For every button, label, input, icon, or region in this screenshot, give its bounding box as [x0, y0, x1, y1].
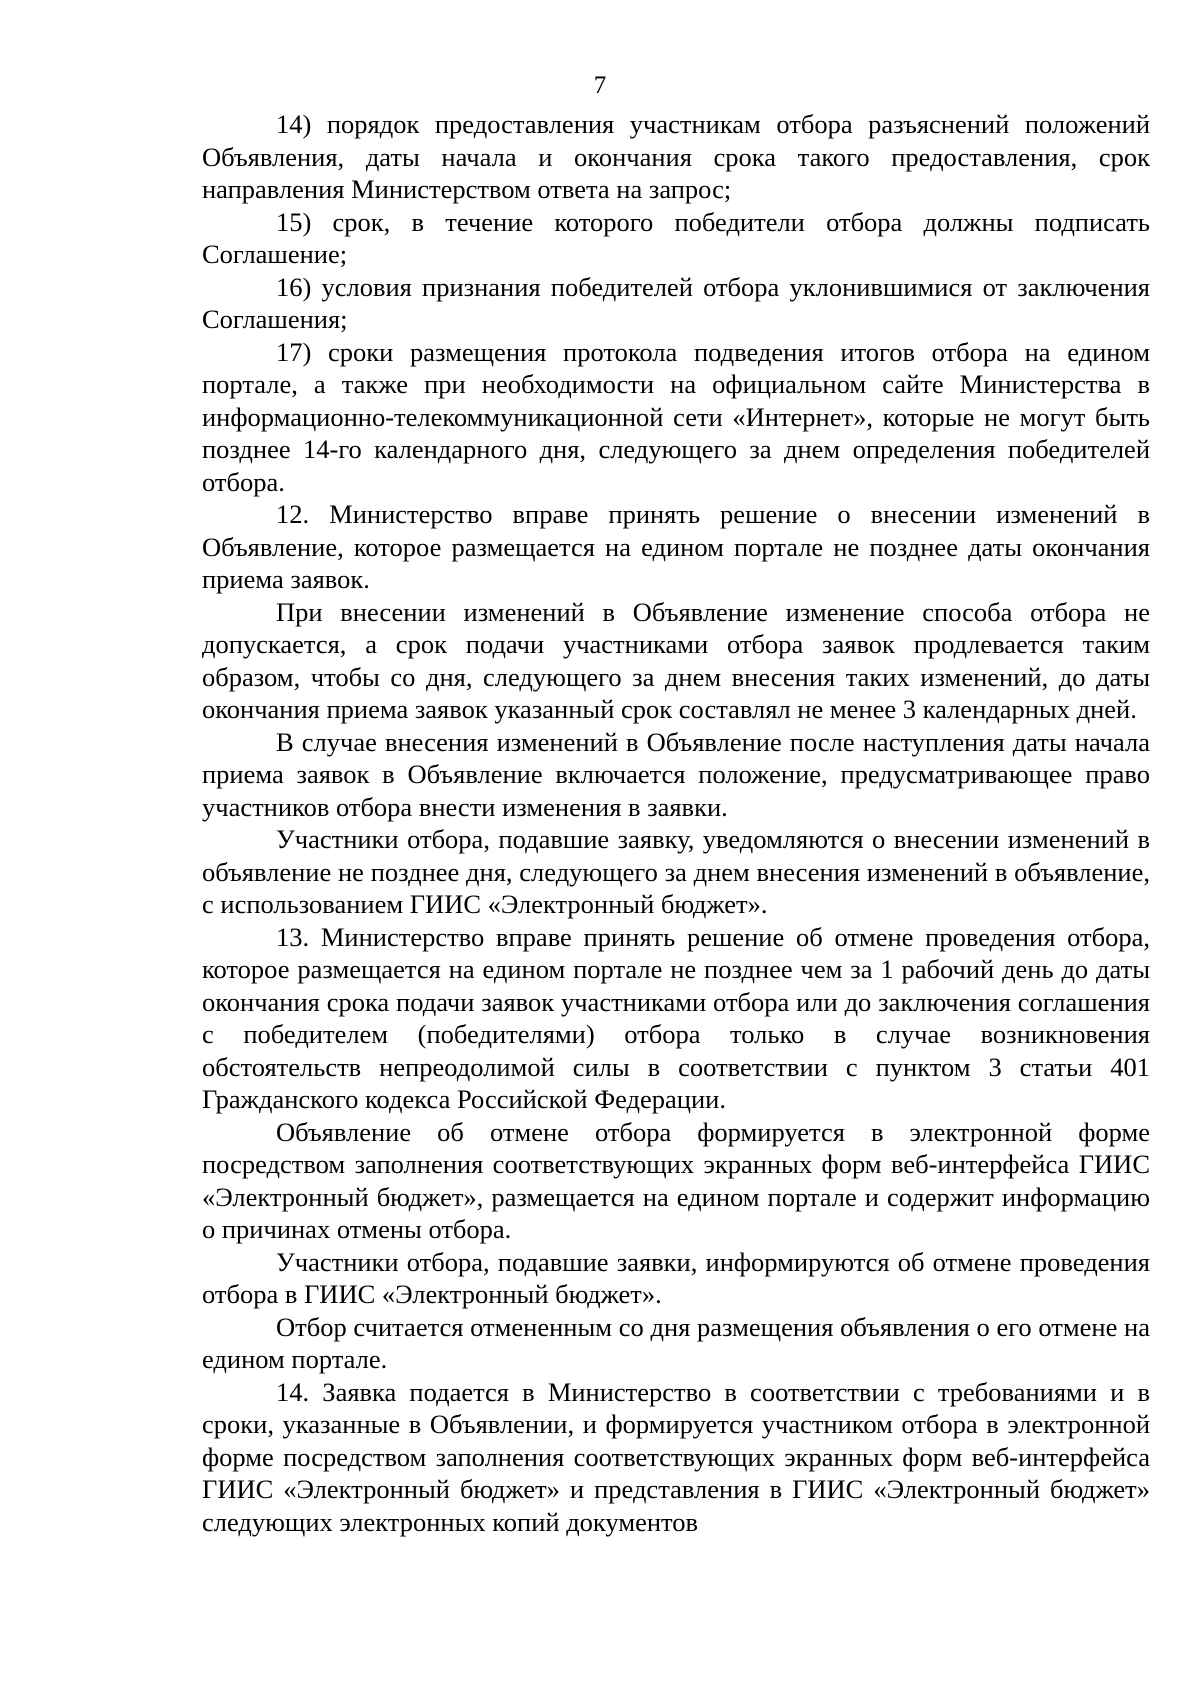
paragraph-clause-12-amendment-rules: При внесении изменений в Объявление изменение способа отбора не допускается, а срок подачи участниками отбора заявок продлевается таким образом, чтобы со дня, следующего за днем внесения таких изменений, до даты окончания приема заявок указанный срок составлял не менее 3 календарных дней. [202, 596, 1150, 724]
paragraph-clause-12-application-changes: В случае внесения изменений в Объявление после наступления даты начала приема заявок в Объявление включается положение, предусматривающее право участников отбора внести изменения в заявки. [202, 726, 1150, 822]
paragraph-clause-13: 13. Министерство вправе принять решение об отмене проведения отбора, которое размещается на едином портале не позднее чем за 1 рабочий день до даты окончания срока подачи заявок участниками отбора или до заключения соглашения с победителем (победителями) отбора только в случае возникновения обстоятельств непреодолимой силы в соответствии с пунктом 3 статьи 401 Гражданского кодекса Российской Федерации. [202, 921, 1150, 1114]
paragraph-clause-12: 12. Министерство вправе принять решение о внесении изменений в Объявление, которое размещается на едином портале не позднее даты окончания приема заявок. [202, 499, 1150, 594]
paragraph-clause-13-participants-informed: Участники отбора, подавшие заявки, информируются об отмене проведения отбора в ГИИС «Электронный бюджет». [202, 1246, 1150, 1309]
paragraph-item-15: 15) срок, в течение которого победители отбора должны подписать Соглашение; [202, 206, 1150, 269]
paragraph-clause-14: 14. Заявка подается в Министерство в соответствии с требованиями и в сроки, указанные в Объявлении, и формируется участником отбора в электронной форме посредством заполнения соответствующих экранных форм веб-интерфейса ГИИС «Электронный бюджет» и представления в ГИИС «Электронный бюджет» следующих электронных копий документов [202, 1376, 1150, 1537]
paragraph-clause-12-notification: Участники отбора, подавшие заявку, уведомляются о внесении изменений в объявление не позднее дня, следующего за днем внесения изменений в объявление, с использованием ГИИС «Электронный бюджет». [202, 824, 1150, 919]
paragraph-item-16: 16) условия признания победителей отбора уклонившимися от заключения Соглашения; [202, 271, 1150, 334]
paragraph-item-14: 14) порядок предоставления участникам отбора разъяснений положений Объявления, даты начала и окончания срока такого предоставления, срок направления Министерством ответа на запрос; [202, 109, 1150, 204]
paragraph-clause-13-cancelled-date: Отбор считается отмененным со дня размещения объявления о его отмене на едином портале. [202, 1311, 1150, 1374]
paragraph-clause-13-cancellation-notice: Объявление об отмене отбора формируется в электронной форме посредством заполнения соответствующих экранных форм веб-интерфейса ГИИС «Электронный бюджет», размещается на едином портале и содержит информацию о причинах отмены отбора. [202, 1116, 1150, 1244]
page-number: 7 [593, 72, 607, 99]
document-body [202, 108, 1150, 1538]
paragraph-item-17: 17) сроки размещения протокола подведения итогов отбора на едином портале, а также при необходимости на официальном сайте Министерства в информационно-телекоммуникационной сети «Интернет», которые не могут быть позднее 14-го календарного дня, следующего за днем определения победителей отбора. [202, 336, 1150, 497]
